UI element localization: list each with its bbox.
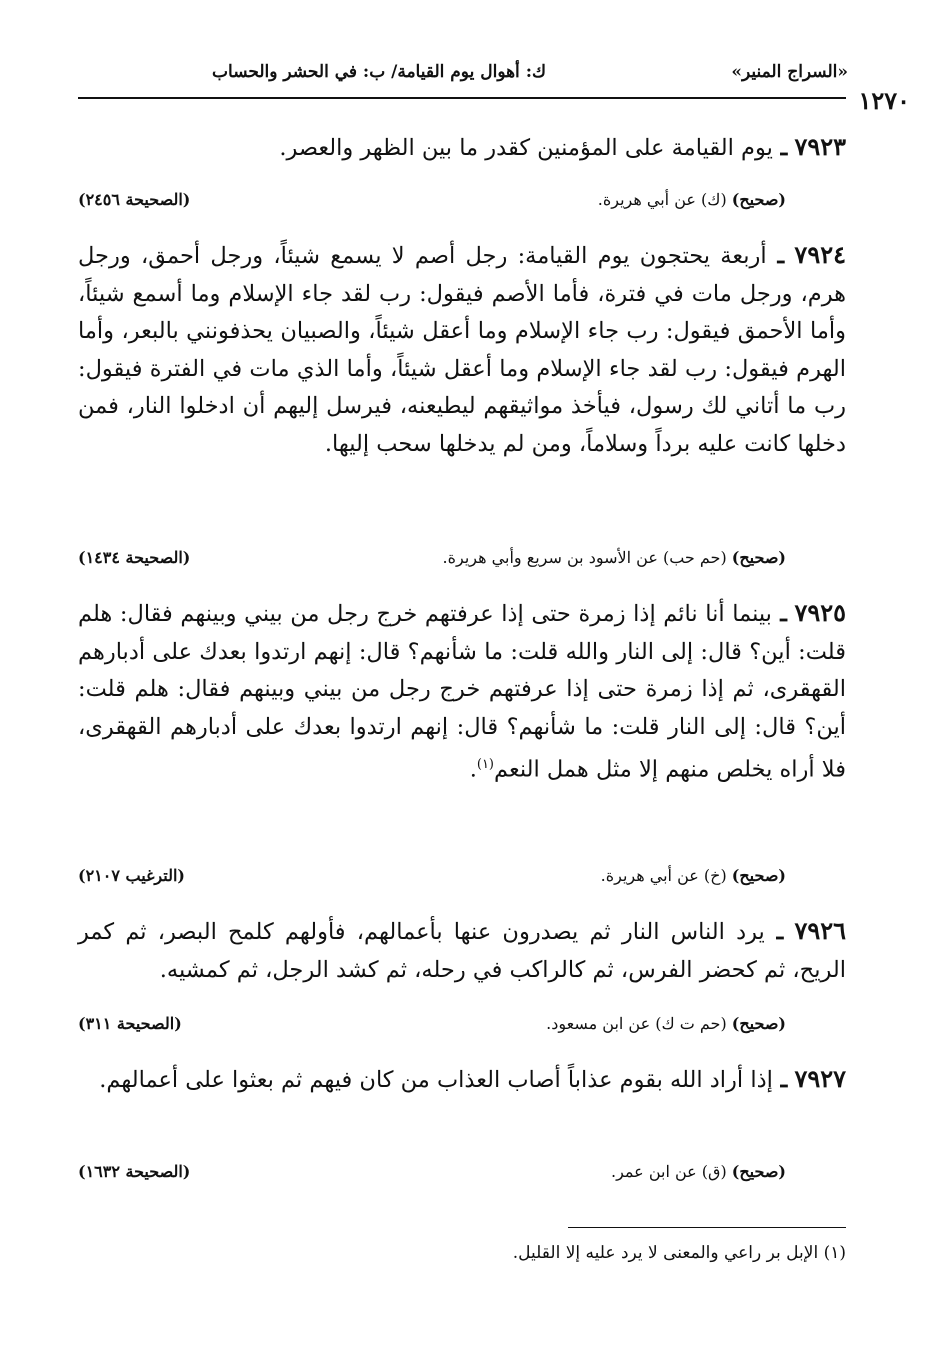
source: (ك) عن أبي هريرة.: [597, 190, 727, 209]
entry-dash: ـ: [766, 243, 785, 269]
grade: (صحيح): [731, 866, 786, 885]
hadith-entry: [78, 912, 846, 989]
reference: (الصحيحة ٣١١): [78, 1014, 182, 1033]
book-title: «السراج المنير»: [731, 62, 848, 82]
footnote-marker: (١): [476, 757, 494, 772]
reference: (الصحيحة ١٦٣٢): [78, 1162, 191, 1181]
reference: (الصحيحة ٢٤٥٦): [78, 190, 191, 209]
source-line: [78, 866, 846, 892]
section-title: ك: أهوال يوم القيامة/ ب: في الحشر والحساب: [212, 62, 546, 82]
hadith-text: يوم القيامة على المؤمنين كقدر ما بين الظهر والعصر.: [279, 135, 773, 161]
entry-dash: ـ: [772, 135, 788, 161]
entry-dash: ـ: [771, 601, 787, 627]
grade: (صحيح): [731, 1162, 786, 1181]
hadith-number: ٧٩٢٣: [794, 132, 846, 161]
hadith-number: ٧٩٢٧: [794, 1064, 846, 1093]
footnote-text: الإبل بر راعي والمعنى لا يرد عليه إلا القليل.: [512, 1243, 819, 1263]
grade: (صحيح): [731, 548, 786, 567]
hadith-text: بينما أنا نائم إذا زمرة حتى إذا عرفتهم خرج رجل من بيني وبينهم فقال: هلم قلت: أين؟ قال: إلى النار والله قلت: ما شأنهم؟ قال: إنهم ارتدوا بعدك على أدبارهم القهقرى، ثم إذا زمرة حتى إذا عرفتهم خرج رجل من بيني وبينهم فقال: هلم قلت: أين؟ قال: إلى النار قلت: ما شأنهم؟ قال: إنهم ارتدوا بعدك على أدبارهم القهقرى، فلا أراه يخلص منهم إلا مثل همل النعم: [78, 601, 846, 783]
footnote: [513, 1243, 846, 1263]
attribution: [598, 190, 786, 209]
reference: (الترغيب ٢١٠٧): [78, 866, 185, 885]
source-line: [78, 190, 846, 216]
text-tail: .: [469, 756, 477, 783]
grade: (صحيح): [731, 1014, 786, 1033]
footnote-number: (١): [823, 1243, 846, 1263]
source-line: [78, 1162, 846, 1188]
attribution: [443, 548, 786, 567]
hadith-entry: [78, 1060, 846, 1100]
attribution: [611, 1162, 786, 1181]
reference: (الصحيحة ١٤٣٤): [78, 548, 191, 567]
entry-dash: ـ: [764, 919, 784, 945]
page-number: ١٢٧٠: [852, 86, 910, 115]
hadith-text: أربعة يحتجون يوم القيامة: رجل أصم لا يسمع شيئاً، ورجل أحمق، ورجل هرم، ورجل مات في فترة، فأما الأصم فيقول: رب لقد جاء الإسلام وما أسمع شيئاً، وأما الأحمق فيقول: رب جاء الإسلام وما أعقل شيئاً، والصبيان يحذفونني بالبعر، وأما الهرم فيقول: رب لقد جاء الإسلام وما أعقل شيئاً، وأما الذي مات في الفترة فيقول: رب ما أتاني لك رسول، فيأخذ مواثيقهم ليطيعنه، فيرسل إليهم أن ادخلوا النار، فمن دخلها كانت عليه برداً وسلاماً، ومن لم يدخلها سحب إليها.: [78, 243, 846, 457]
footnote-rule: [568, 1227, 846, 1228]
hadith-number: ٧٩٢٥: [794, 598, 846, 627]
hadith-text: يرد الناس النار ثم يصدرون عنها بأعمالهم، فأولهم كلمح البصر، ثم كمر الريح، ثم كحضر الفرس، ثم كالراكب في رحله، ثم كشد الرجل، ثم كمشيه.: [78, 919, 846, 983]
source-line: [78, 1014, 846, 1040]
hadith-entry: [78, 594, 846, 789]
grade: (صحيح): [731, 190, 786, 209]
hadith-entry: [78, 236, 846, 463]
source: (خ) عن أبي هريرة.: [600, 866, 727, 885]
source: (حم ت ك) عن ابن مسعود.: [546, 1014, 727, 1033]
hadith-entry: [78, 128, 846, 168]
hadith-number: ٧٩٢٤: [794, 240, 846, 269]
source: (حم حب) عن الأسود بن سريع وأبي هريرة.: [442, 548, 727, 567]
entry-dash: ـ: [772, 1067, 788, 1093]
attribution: [546, 1014, 786, 1033]
hadith-text: إذا أراد الله بقوم عذاباً أصاب العذاب من كان فيهم ثم بعثوا على أعمالهم.: [99, 1067, 773, 1093]
source: (ق) عن ابن عمر.: [611, 1162, 727, 1181]
running-header: [78, 62, 848, 92]
header-rule: [78, 97, 846, 99]
hadith-number: ٧٩٢٦: [794, 916, 846, 945]
source-line: [78, 548, 846, 574]
attribution: [601, 866, 786, 885]
